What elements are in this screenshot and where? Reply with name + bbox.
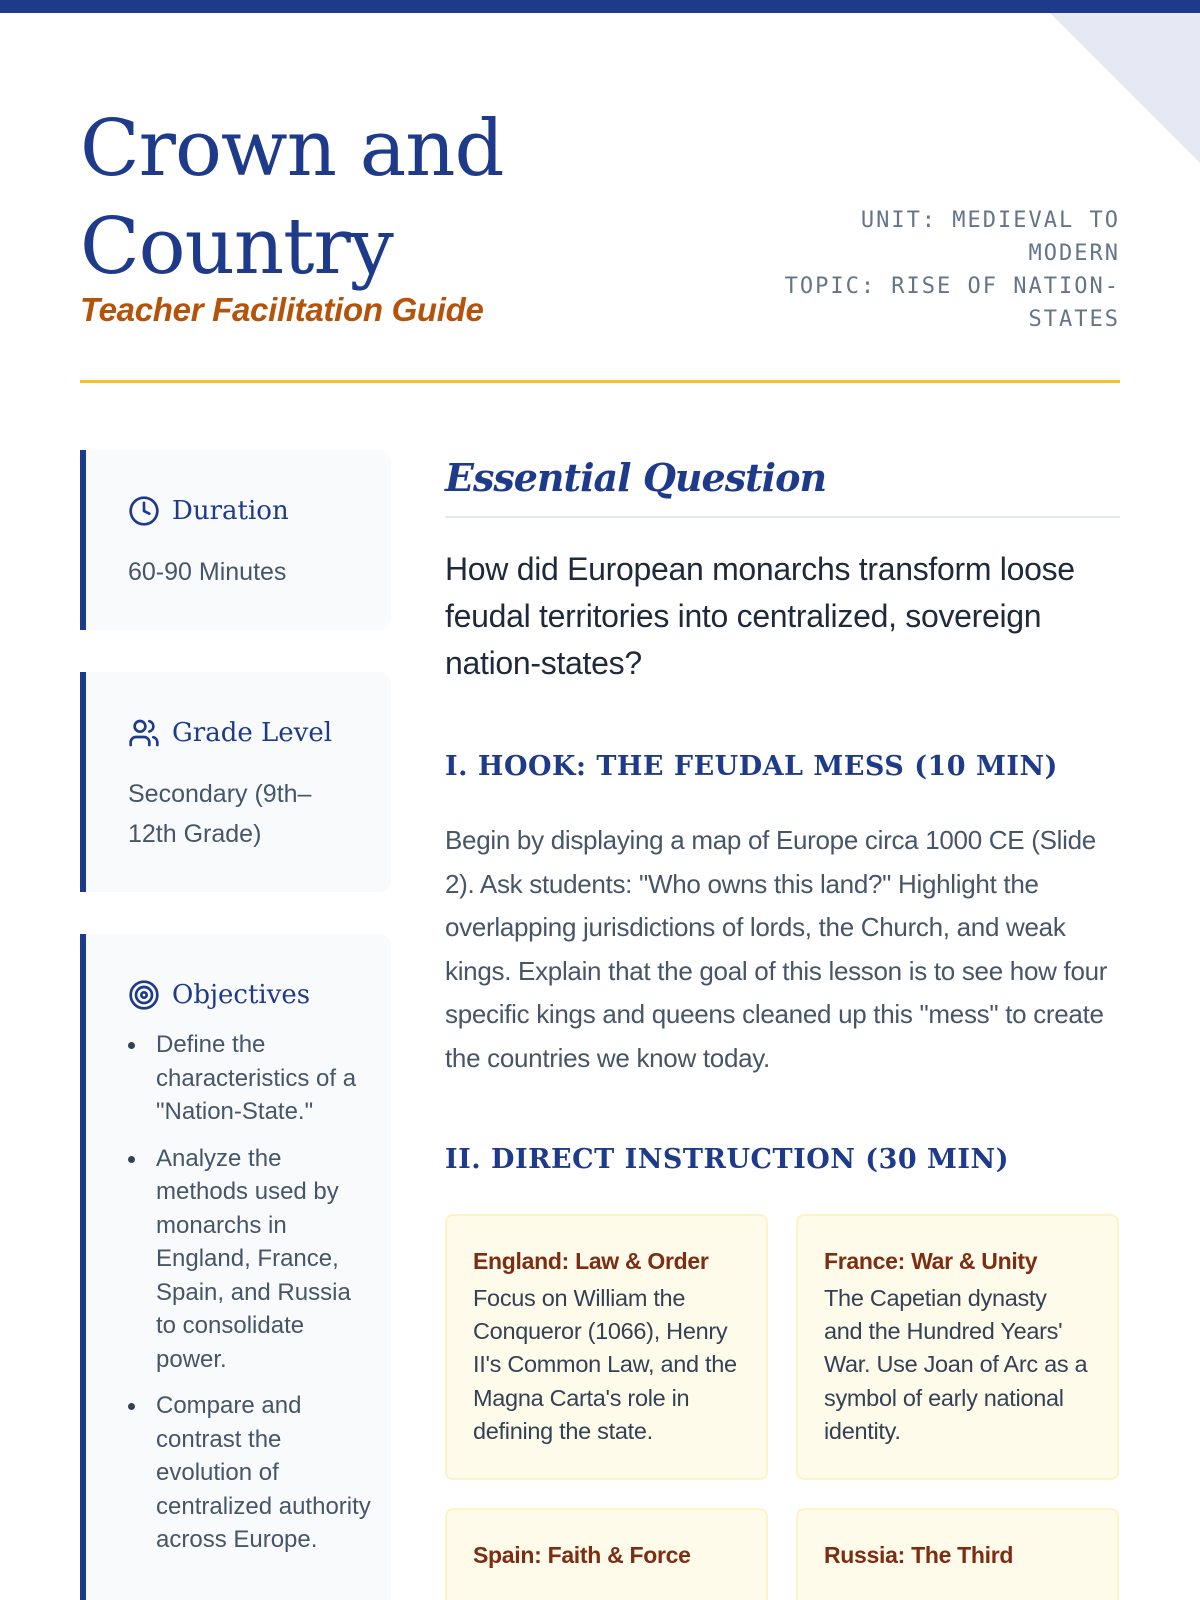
clock-icon <box>128 495 160 527</box>
users-icon <box>128 717 160 749</box>
objectives-card <box>80 934 391 1600</box>
unit-topic-meta <box>760 204 1120 336</box>
duration-label: Duration <box>172 496 289 526</box>
grade-level-value: Secondary (9th–12th Grade) <box>128 780 312 848</box>
country-card-england <box>445 1214 768 1480</box>
hook-text: Begin by displaying a map of Europe circa 1000 CE (Slide 2). Ask students: "Who owns this land?" Highlight the overlapping jurisdictions of lords, the Church, and weak kings. Explain that the goal of this lesson is to see how four specific kings and queens cleaned up this "mess" to create the countries we know today. <box>445 825 1108 1073</box>
country-card-title: Russia: The Third <box>824 1542 1014 1569</box>
country-card-russia <box>796 1508 1119 1600</box>
top-accent-bar <box>0 0 1200 13</box>
country-card-france <box>796 1214 1119 1480</box>
header-divider <box>80 380 1120 383</box>
sidebar <box>80 450 391 1600</box>
essential-question-title: Essential Question <box>445 450 1120 518</box>
essential-question-text: How did European monarchs transform loose feudal territories into centralized, sovereign nation-states? <box>445 551 1075 681</box>
country-cards-grid <box>445 1214 1120 1600</box>
hook-heading: I. HOOK: THE FEUDAL MESS (10 MIN) <box>445 751 1058 782</box>
country-card-spain <box>445 1508 768 1600</box>
grade-level-heading <box>128 716 371 750</box>
main-content <box>445 450 1120 1600</box>
grade-level-card <box>80 672 391 892</box>
objective-item: Analyze the methods used by monarchs in England, France, Spain, and Russia to consolidate power. <box>128 1142 371 1377</box>
duration-value: 60-90 Minutes <box>128 558 287 586</box>
country-card-title: Spain: Faith & Force <box>473 1542 691 1569</box>
duration-heading <box>128 494 371 528</box>
objectives-heading <box>128 978 371 1012</box>
objectives-label: Objectives <box>172 980 311 1010</box>
objectives-list <box>128 1028 371 1557</box>
grade-level-label: Grade Level <box>172 718 333 748</box>
topic-label: TOPIC: RISE OF NATION-STATES <box>784 274 1120 332</box>
page-header <box>80 100 1120 382</box>
country-card-text: Focus on William the Conqueror (1066), Henry II's Common Law, and the Magna Carta's role in defining the state. <box>473 1285 737 1444</box>
page-title: Crown and Country <box>80 104 504 292</box>
country-card-title: England: Law & Order <box>473 1248 709 1274</box>
target-icon <box>128 979 160 1011</box>
country-card-text: The Capetian dynasty and the Hundred Years' War. Use Joan of Arc as a symbol of early national identity. <box>824 1285 1088 1444</box>
instruction-heading: II. DIRECT INSTRUCTION (30 MIN) <box>445 1144 1010 1175</box>
duration-card <box>80 450 391 630</box>
objective-item: Define the characteristics of a "Nation-State." <box>128 1028 371 1129</box>
unit-label: UNIT: MEDIEVAL TO MODERN <box>860 208 1120 266</box>
objective-item: Compare and contrast the evolution of centralized authority across Europe. <box>128 1389 371 1557</box>
country-card-title: France: War & Unity <box>824 1248 1038 1274</box>
page-subtitle: Teacher Facilitation Guide <box>80 291 484 328</box>
